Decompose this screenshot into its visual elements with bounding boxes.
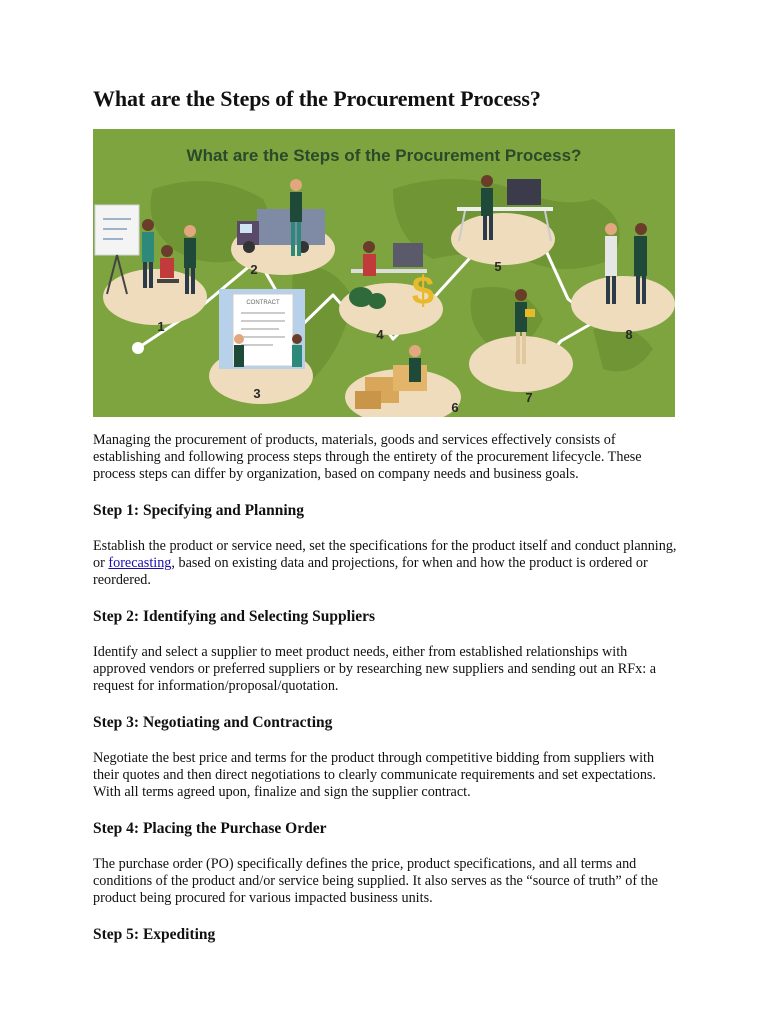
- step-4-heading: Step 4: Placing the Purchase Order: [93, 820, 327, 837]
- step-3-paragraph: Negotiate the best price and terms for the product through competitive bidding from suppliers with their quotes and then direct negotiations to clearly communicate requirements and set expectations. With all terms agreed upon, finalize and sign the supplier contract.: [93, 750, 656, 800]
- step-1-heading: Step 1: Specifying and Planning: [93, 502, 305, 519]
- step-1-text-after-link: , based on existing data and projections, for when and how the product is ordered or reordered.: [93, 555, 648, 588]
- intro-paragraph: Managing the procurement of products, materials, goods and services effectively consists of establishing and following process steps through the entirety of the procurement lifecycle. These process steps can differ by organization, based on company needs and business goals.: [93, 432, 642, 482]
- step-4-paragraph: The purchase order (PO) specifically defines the price, product specifications, and all terms and conditions of the product and/or service being supplied. It also serves as the “source of truth” of the product being procured for various impacted business units.: [93, 856, 658, 906]
- step-2-paragraph: Identify and select a supplier to meet product needs, either from established relationships with approved vendors or preferred suppliers or by researching new suppliers and sending out an RFx: a request for information/proposal/quotation.: [93, 644, 657, 694]
- procurement-illustration-svg: [93, 129, 675, 417]
- step-8-disc: [571, 276, 675, 332]
- step-5-disc: [451, 213, 555, 265]
- forecasting-link[interactable]: forecasting: [108, 555, 172, 571]
- step-1-text-before-link: Establish the product or service need, set the specifications for the product itself and conduct planning, or: [93, 538, 677, 571]
- step-2-heading: Step 2: Identifying and Selecting Suppliers: [93, 608, 376, 625]
- path-start-dot: [132, 342, 144, 354]
- article-body: [93, 432, 683, 944]
- step-number-5: 5: [494, 259, 502, 274]
- page-title: What are the Steps of the Procurement Process?: [93, 86, 541, 111]
- step-number-3: 3: [253, 386, 261, 401]
- step-7-disc: [469, 336, 573, 392]
- contract-label: CONTRACT: [246, 300, 280, 306]
- step-number-7: 7: [525, 390, 533, 405]
- step-number-2: 2: [250, 262, 258, 277]
- step-number-4: 4: [376, 327, 384, 342]
- step-number-6: 6: [451, 400, 459, 415]
- dollar-icon: $: [411, 269, 435, 313]
- procurement-illustration: [93, 129, 675, 417]
- contract-scene: [219, 289, 305, 369]
- banner-title: What are the Steps of the Procurement Process?: [186, 146, 582, 165]
- step-number-1: 1: [157, 319, 165, 334]
- step-number-8: 8: [625, 327, 633, 342]
- step-1-paragraph: [93, 538, 683, 589]
- step-5-heading: Step 5: Expediting: [93, 926, 216, 943]
- step-3-heading: Step 3: Negotiating and Contracting: [93, 714, 333, 731]
